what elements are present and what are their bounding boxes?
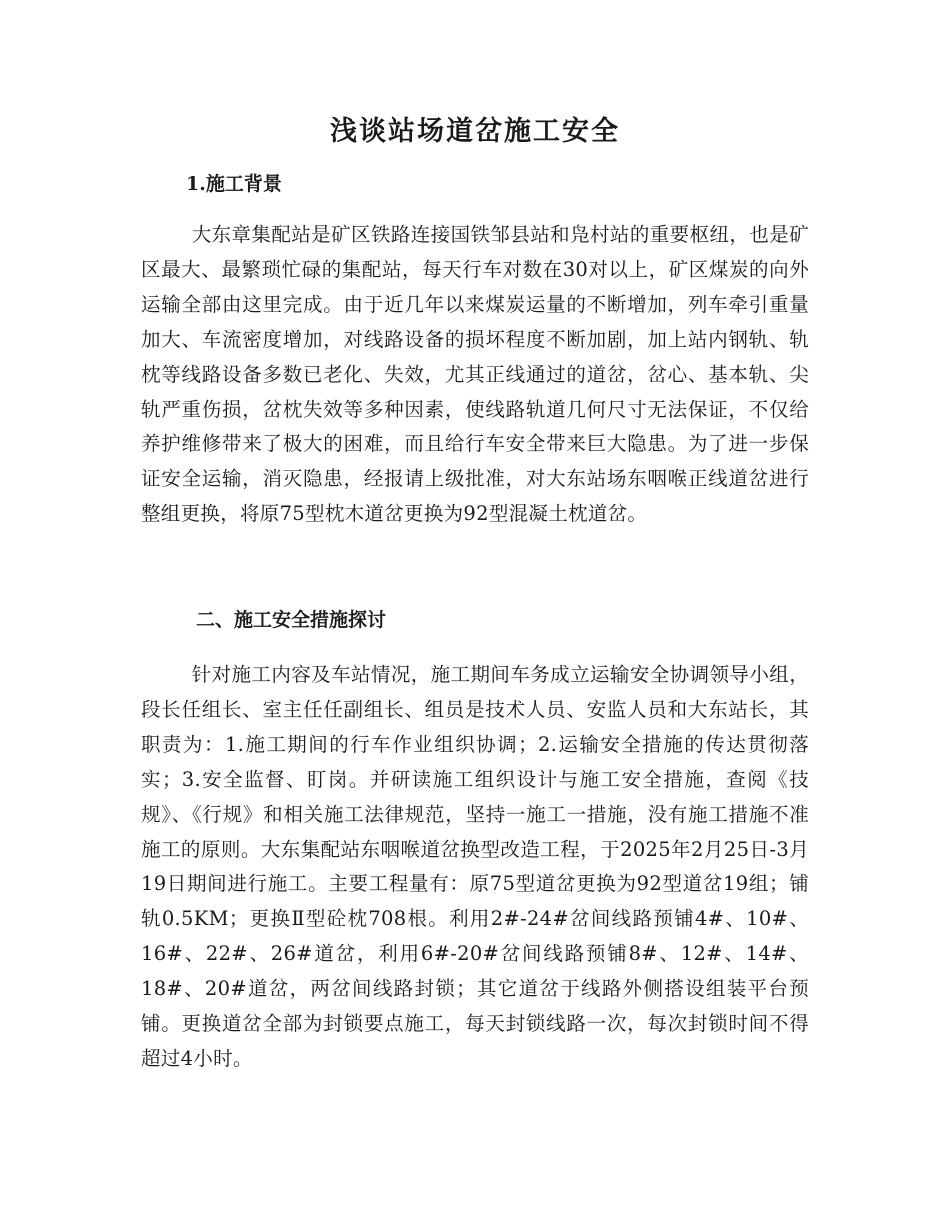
section-heading-background: 1.施工背景: [186, 173, 282, 195]
section-paragraph-safety-measures: 针对施工内容及车站情况，施工期间车务成立运输安全协调领导小组，段长任组长、室主任任副组长、组员是技术人员、安监人员和大东站长，其职责为：1.施工期间的行车作业组织协调；2.运输安全措施的传达贯彻落实；3.安全监督、盯岗。并研读施工组织设计与施工安全措施，查阅《技规》、《行规》和相关施工法律规范，坚持一施工一措施，没有施工措施不准施工的原则。大东集配站东咽喉道岔换型改造工程，于2025年2月25日-3月19日期间进行施工。主要工程量有：原75型道岔更换为92型道岔19组；铺轨0.5KM；更换Ⅱ型砼枕708根。利用2#-24#岔间线路预铺4#、10#、16#、22#、26#道岔，利用6#-20#岔间线路预铺8#、12#、14#、18#、20#道岔，两岔间线路封锁；其它道岔于线路外侧搭设组装平台预铺。更换道岔全部为封锁要点施工，每天封锁线路一次，每次封锁时间不得超过4小时。: [141, 663, 809, 1070]
section-heading-safety-measures: 二、施工安全措施探讨: [196, 609, 387, 631]
section-paragraph-background: 大东章集配站是矿区铁路连接国铁邹县站和凫村站的重要枢纽，也是矿区最大、最繁琐忙碌的集配站，每天行车对数在30对以上，矿区煤炭的向外运输全部由这里完成。由于近几年以来煤炭运量的不断增加，列车牵引重量加大、车流密度增加，对线路设备的损坏程度不断加剧，加上站内钢轨、轨枕等线路设备多数已老化、失效，尤其正线通过的道岔，岔心、基本轨、尖轨严重伤损，岔枕失效等多种因素，使线路轨道几何尺寸无法保证，不仅给养护维修带来了极大的困难，而且给行车安全带来巨大隐患。为了进一步保证安全运输，消灭隐患，经报请上级批准，对大东站场东咽喉正线道岔进行整组更换，将原75型枕木道岔更换为92型混凝土枕道岔。: [141, 223, 809, 526]
document-title: 浅谈站场道岔施工安全: [330, 116, 620, 147]
